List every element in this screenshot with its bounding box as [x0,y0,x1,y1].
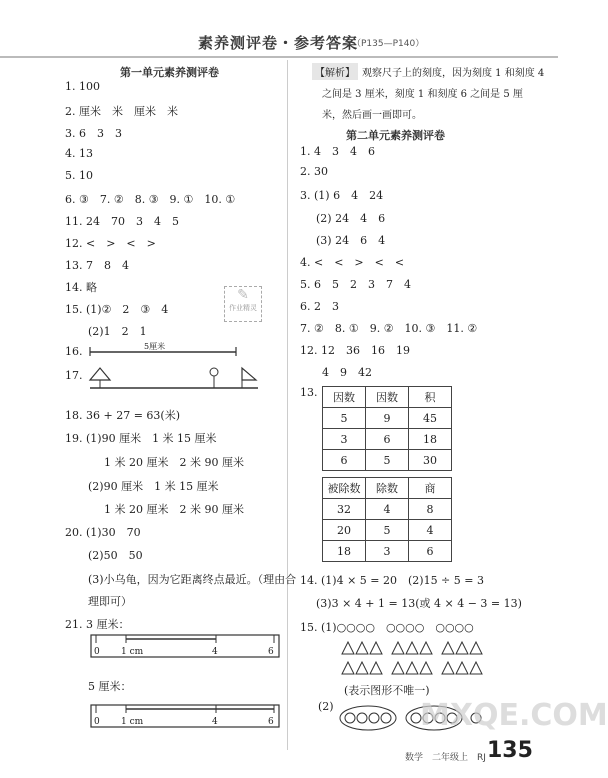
answer-line: 12. 12 36 16 19 [300,344,410,357]
table-cell: 3 [366,541,409,562]
table-cell: 4 [409,520,452,541]
multiplication-table [322,386,452,471]
table-header: 被除数 [323,478,366,499]
answer-line: 21. 3 厘米： [65,618,130,631]
table-cell: 5 [366,520,409,541]
table-cell: 32 [323,499,366,520]
answer-line: 5. 6 5 2 3 7 4 [300,278,411,291]
answer-line: 13. 7 8 4 [65,259,129,272]
triangle-groups-2 [340,660,490,676]
table-cell: 45 [409,408,452,429]
table-cell: 30 [409,450,452,471]
ruler-label: 6 [268,647,274,657]
ruler-label: 1 cm [121,647,144,657]
answer-line: 17. [65,369,83,382]
table-cell: 6 [323,450,366,471]
answer-line: (2)1 2 1 [88,325,147,338]
table-cell: 5 [366,450,409,471]
answer-line: 15. (1)○○○○ ○○○○ ○○○○ [300,621,474,634]
ruler-label: 6 [268,717,274,727]
section-title-unit2: 第二单元素养测评卷 [346,129,445,142]
ruler-label: 1 cm [121,717,144,727]
answer-line: (3)3 × 4 + 1 = 13(或 4 × 4 − 3 = 13) [316,597,522,610]
answer-line: 4 9 42 [322,366,372,379]
answer-line: 6. ③ 7. ② 8. ③ 9. ① 10. ① [65,193,236,206]
stamp-logo [224,286,262,322]
answer-line: (3)小乌龟，因为它距离终点最近。（理由合 [88,573,297,586]
division-table [322,477,452,562]
q17-figure [88,364,263,394]
table-cell: 5 [323,408,366,429]
ruler-label: 4 [212,717,218,727]
answer-line: 1. 4 3 4 6 [300,145,375,158]
answer-line: 4. < < > < < [300,256,405,269]
answer-line: 5 厘米： [88,680,132,693]
analysis-line: 米，然后画一画即可。 [322,110,422,121]
watermark-text: MXQE.COM [420,698,608,733]
ruler-3cm [90,634,282,660]
answer-line: 18. 36 + 27 = 63(米) [65,409,180,422]
answer-line: 14. (1)4 × 5 = 20 (2)15 ÷ 5 = 3 [300,574,484,587]
header-divider [0,56,558,58]
answer-line: 14. 略 [65,281,97,294]
table-cell: 9 [366,408,409,429]
answer-line: 19. (1)90 厘米 1 米 15 厘米 [65,432,217,445]
answer-line: (2) [318,700,334,713]
analysis-line: 观察尺子上的刻度，因为刻度 1 和刻度 4 [362,68,545,79]
answer-line: 4. 13 [65,147,93,160]
table-header: 商 [409,478,452,499]
table-cell: 18 [409,429,452,450]
table-header: 因数 [366,387,409,408]
table-header: 因数 [323,387,366,408]
ruler-label: 0 [94,647,100,657]
answer-line: 1 米 20 厘米 2 米 90 厘米 [104,456,244,469]
stamp-text: 作业精灵 [229,304,257,312]
answer-line: 1. 100 [65,80,100,93]
column-divider [287,60,288,750]
answer-line: 5. 10 [65,169,93,182]
answer-line: 2. 30 [300,165,328,178]
answer-line: 2. 厘米 米 厘米 米 [65,105,178,118]
answer-line: 3. (1) 6 4 24 [300,189,384,202]
answer-line: 理即可） [88,595,132,608]
table-cell: 6 [409,541,452,562]
answer-line: (2) 24 4 6 [316,212,386,225]
answer-line: (3) 24 6 4 [316,234,386,247]
answer-line: 12. < > < > [65,237,156,250]
answer-line: (2)90 厘米 1 米 15 厘米 [88,480,219,493]
table-cell: 3 [323,429,366,450]
analysis-tag: 【解析】 [312,63,358,80]
table-cell: 18 [323,541,366,562]
analysis-line: 之间是 3 厘米，刻度 1 和刻度 6 之间是 5 厘 [322,89,523,100]
table-cell: 6 [366,429,409,450]
footer-subject: 数学 二年级上 RJ [405,753,486,763]
answer-line: 15. (1)② 2 ③ 4 [65,303,169,316]
table-header: 积 [409,387,452,408]
answer-line: (2)50 50 [88,549,143,562]
answer-line: 3. 6 3 3 [65,127,122,140]
table-header: 除数 [366,478,409,499]
answer-line: 20. (1)30 70 [65,526,141,539]
header-title: 素养测评卷・参考答案 [198,34,359,52]
triangle-groups [340,640,490,656]
q16-length-label: 5厘米 [144,342,166,351]
header-range: （P135—P140） [352,39,425,49]
answer-line: (表示图形不唯一) [344,684,430,697]
ruler-label: 4 [212,647,218,657]
table-cell: 4 [366,499,409,520]
ruler-5cm [90,704,282,730]
answer-line: 7. ② 8. ① 9. ② 10. ③ 11. ② [300,322,478,335]
answer-line: 1 米 20 厘米 2 米 90 厘米 [104,503,244,516]
ruler-label: 0 [94,717,100,727]
table-cell: 20 [323,520,366,541]
page-number: 135 [487,738,533,763]
answer-line: 6. 2 3 [300,300,339,313]
section-title-unit1: 第一单元素养测评卷 [120,66,219,79]
answer-line: 13. [300,386,318,399]
answer-line: 11. 24 70 3 4 5 [65,215,179,228]
answer-line: 16. [65,345,83,358]
table-cell: 8 [409,499,452,520]
stamp-icon: ✎ [237,287,249,303]
